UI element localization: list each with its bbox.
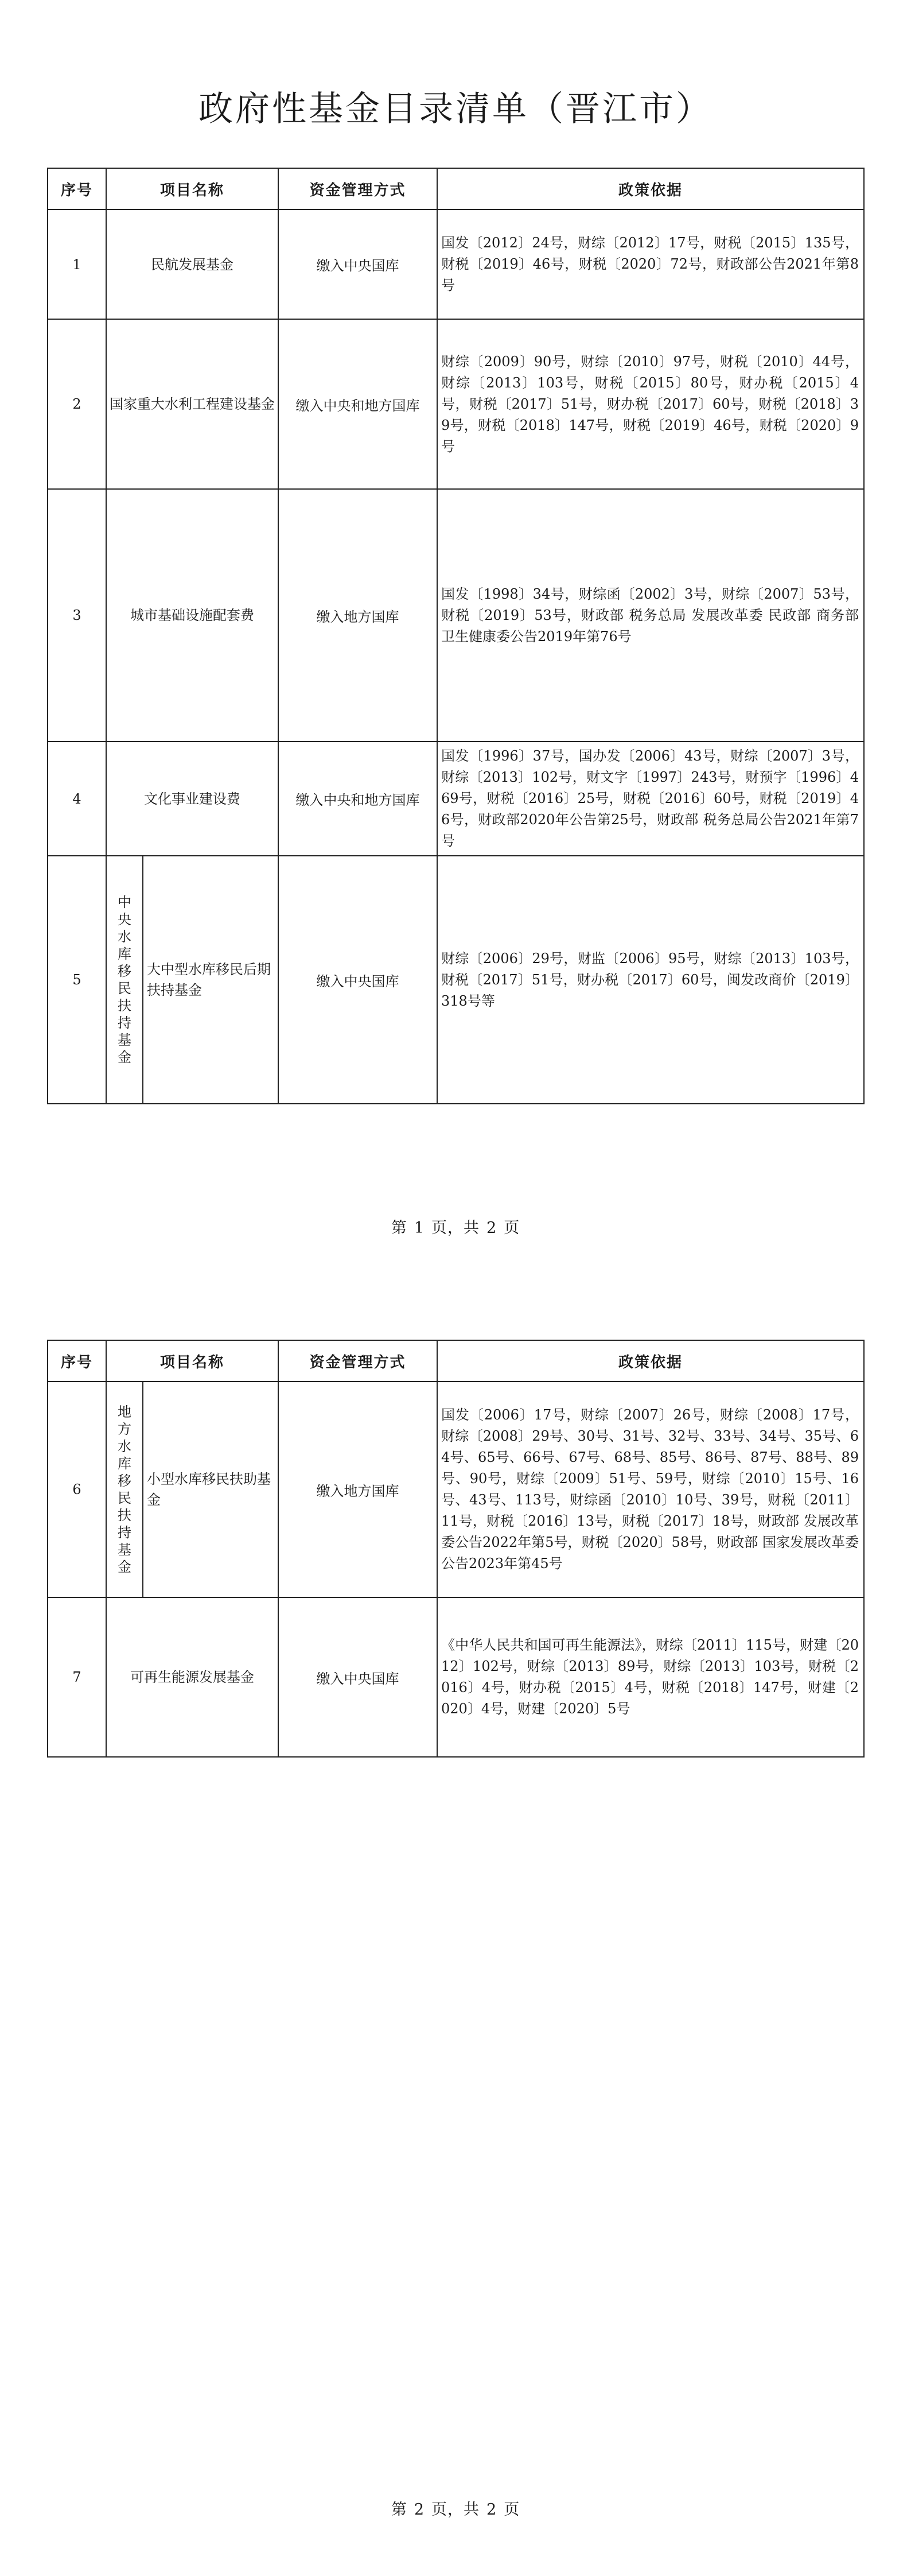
- row-mgmt: 缴入中央国库: [278, 1597, 437, 1757]
- fund-table-page-1: [47, 168, 865, 1104]
- row-parent-category: [106, 1382, 143, 1597]
- header-name: 项目名称: [106, 1340, 278, 1382]
- header-basis: 政策依据: [437, 1340, 864, 1382]
- row-name: 文化事业建设费: [106, 742, 278, 856]
- row-no: 6: [48, 1382, 106, 1597]
- row-no: 1: [48, 210, 106, 319]
- vertical-text: 地 方 水 库 移 民 扶 持 基 金: [118, 1404, 131, 1575]
- table-row: [48, 742, 864, 856]
- row-mgmt: 缴入中央国库: [278, 210, 437, 319]
- footer-page-number: 1: [414, 1219, 425, 1237]
- table-row: [48, 1382, 864, 1597]
- table-row: [48, 856, 864, 1104]
- row-basis: 财综〔2006〕29号，财监〔2006〕95号，财综〔2013〕103号，财税〔2017〕51号，财办税〔2017〕60号，闽发改商价〔2019〕318号等: [437, 856, 864, 1104]
- row-no: 4: [48, 742, 106, 856]
- row-name: 国家重大水利工程建设基金: [106, 319, 278, 489]
- fund-table-page-2: [47, 1340, 865, 1758]
- row-basis: 国发〔1996〕37号，国办发〔2006〕43号，财综〔2007〕3号，财综〔2013〕102号，财文字〔1997〕243号，财预字〔1996〕469号，财税〔2016〕25号，财税〔2016〕60号，财税〔2019〕46号，财政部2020年公告第25号，财政部 税务总局公告2021年第7号: [437, 742, 864, 856]
- row-name: 民航发展基金: [106, 210, 278, 319]
- row-parent-category: [106, 856, 143, 1104]
- row-basis: 国发〔2012〕24号，财综〔2012〕17号，财税〔2015〕135号，财税〔2019〕46号，财税〔2020〕72号，财政部公告2021年第8号: [437, 210, 864, 319]
- row-basis: 国发〔2006〕17号，财综〔2007〕26号，财综〔2008〕17号，财综〔2008〕29号、30号、31号、32号、33号、34号、35号、64号、65号、66号、67号、68号、85号、86号、87号、88号、89号、90号，财综〔2009〕51号、59号，财综〔2010〕15号、16号、43号、113号，财综函〔2010〕10号、39号，财税〔2011〕11号，财税〔2016〕13号，财税〔2017〕18号，财政部 发展改革委公告2022年第5号，财税〔2020〕58号，财政部 国家发展改革委公告2023年第45号: [437, 1382, 864, 1597]
- table-row: [48, 1597, 864, 1757]
- row-mgmt: 缴入地方国库: [278, 489, 437, 742]
- table-row: [48, 210, 864, 319]
- footer-page-total: 2: [486, 2501, 497, 2519]
- header-mgmt: 资金管理方式: [278, 1340, 437, 1382]
- footer-text: 第: [391, 2501, 407, 2519]
- footer-text: 页: [504, 2501, 520, 2519]
- page-footer-2: [0, 2497, 911, 2519]
- row-name: 可再生能源发展基金: [106, 1597, 278, 1757]
- page-footer-1: [0, 1215, 911, 1237]
- vertical-text: 中 央 水 库 移 民 扶 持 基 金: [118, 894, 131, 1065]
- header-name: 项目名称: [106, 168, 278, 210]
- footer-text: 第: [391, 1219, 407, 1237]
- row-mgmt: 缴入中央国库: [278, 856, 437, 1104]
- row-mgmt: 缴入地方国库: [278, 1382, 437, 1597]
- row-name: 小型水库移民扶助基金: [143, 1382, 278, 1597]
- row-basis: 《中华人民共和国可再生能源法》，财综〔2011〕115号，财建〔2012〕102号，财综〔2013〕89号，财综〔2013〕103号，财税〔2016〕4号，财办税〔2015〕4号，财税〔2018〕147号，财建〔2020〕4号，财建〔2020〕5号: [437, 1597, 864, 1757]
- row-no: 7: [48, 1597, 106, 1757]
- row-basis: 财综〔2009〕90号，财综〔2010〕97号，财税〔2010〕44号，财综〔2013〕103号，财税〔2015〕80号，财办税〔2015〕4号，财税〔2017〕51号，财办税〔2017〕60号，财税〔2018〕39号，财税〔2018〕147号，财税〔2019〕46号，财税〔2020〕9号: [437, 319, 864, 489]
- row-basis: 国发〔1998〕34号，财综函〔2002〕3号，财综〔2007〕53号，财税〔2019〕53号，财政部 税务总局 发展改革委 民政部 商务部 卫生健康委公告2019年第76号: [437, 489, 864, 742]
- row-mgmt: 缴入中央和地方国库: [278, 742, 437, 856]
- header-basis: 政策依据: [437, 168, 864, 210]
- row-no: 3: [48, 489, 106, 742]
- table-header-row: [48, 1340, 864, 1382]
- footer-page-total: 2: [486, 1219, 497, 1237]
- table-row: [48, 489, 864, 742]
- page-title: 政府性基金目录清单（晋江市）: [198, 89, 713, 129]
- footer-text: 页，共: [431, 1219, 480, 1237]
- header-no: 序号: [48, 1340, 106, 1382]
- row-no: 2: [48, 319, 106, 489]
- footer-text: 页，共: [431, 2501, 480, 2519]
- footer-text: 页: [504, 1219, 520, 1237]
- table-header-row: [48, 168, 864, 210]
- row-name: 大中型水库移民后期扶持基金: [143, 856, 278, 1104]
- table-row: [48, 319, 864, 489]
- header-no: 序号: [48, 168, 106, 210]
- row-no: 5: [48, 856, 106, 1104]
- row-name: 城市基础设施配套费: [106, 489, 278, 742]
- header-mgmt: 资金管理方式: [278, 168, 437, 210]
- row-mgmt: 缴入中央和地方国库: [278, 319, 437, 489]
- footer-page-number: 2: [414, 2501, 425, 2519]
